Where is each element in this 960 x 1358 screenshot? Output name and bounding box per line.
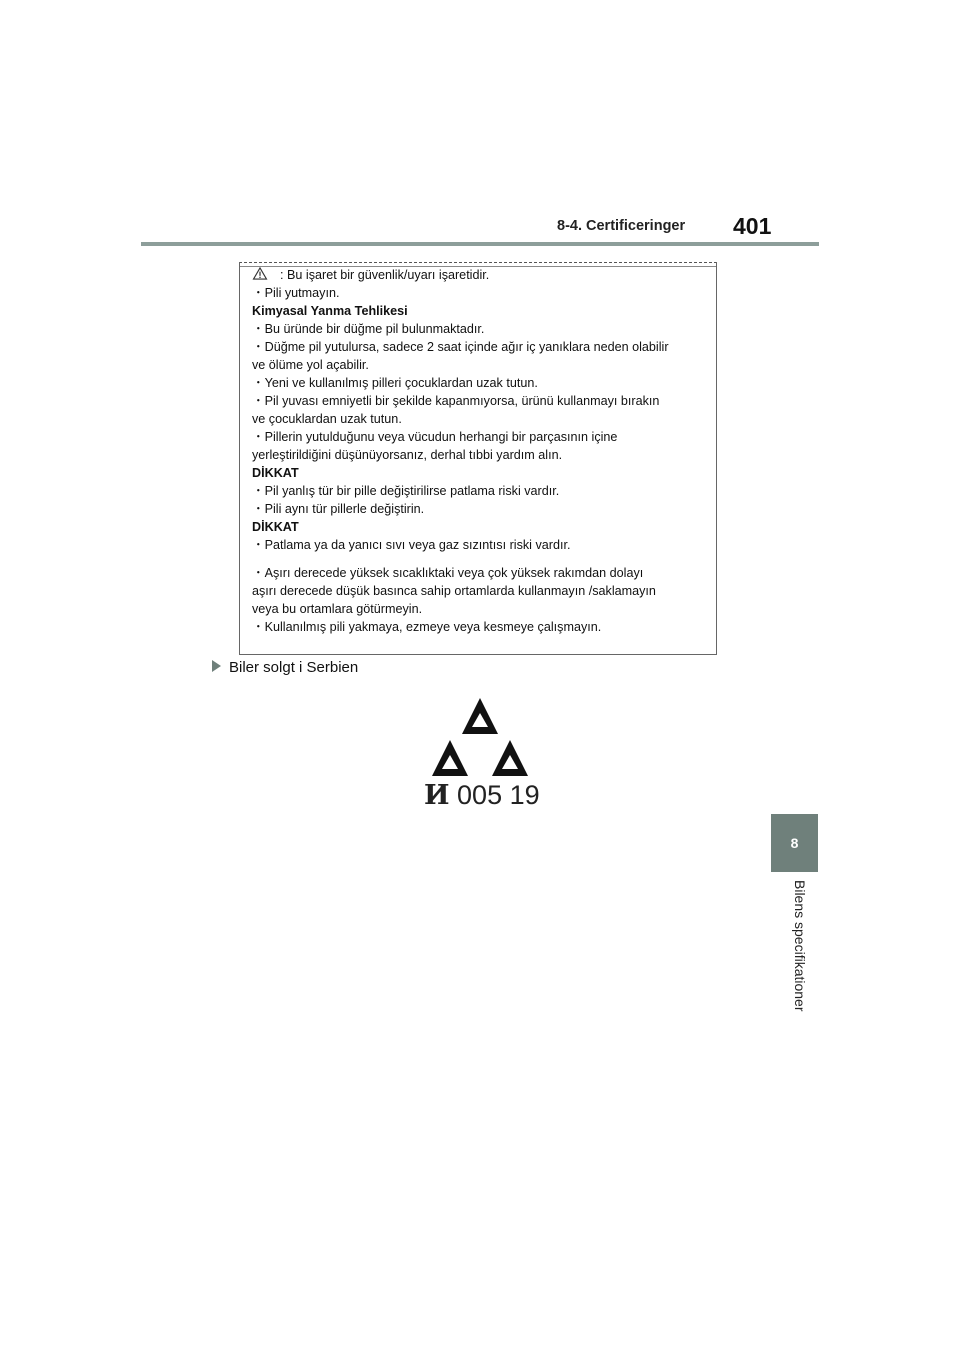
line-gap [252, 554, 712, 564]
box-border-left [239, 262, 240, 655]
mark-prefix: И [424, 780, 450, 811]
box-border-top [239, 262, 717, 263]
box-border-bottom [239, 654, 717, 655]
header-rule [141, 242, 819, 246]
serbian-conformity-triangles-icon [430, 696, 530, 781]
warning-line: ・Patlama ya da yanıcı sıvı veya gaz sızıntısı riski vardır. [252, 538, 571, 552]
warning-line: yerleştirildiğini düşünüyorsanız, derhal tıbbi yardım alın. [252, 448, 563, 462]
box-border-right [716, 262, 717, 655]
page-number: 401 [733, 213, 772, 239]
warning-line: aşırı derecede düşük basınca sahip ortamlarda kullanmayın /saklamayın [252, 584, 656, 598]
warning-line: ・Pili aynı tür pillerle değiştirin. [252, 502, 425, 516]
warning-line: ・Kullanılmış pili yakmaya, ezmeye veya kesmeye çalışmayın. [252, 620, 602, 634]
mark-number: 005 19 [457, 780, 540, 810]
warning-line: ・Bu üründe bir düğme pil bulunmaktadır. [252, 322, 485, 336]
warning-line: ・Pili yutmayın. [252, 286, 340, 300]
serbian-mark-code [424, 780, 540, 811]
caption [212, 659, 358, 676]
warning-triangle-icon [252, 267, 268, 280]
triangle-bullet-icon [212, 660, 221, 672]
chapter-label: Bilens specifikationer [792, 880, 808, 1012]
warning-heading: DİKKAT [252, 520, 299, 534]
warning-text [252, 266, 712, 636]
warning-line: ・Pil yanlış tür bir pille değiştirilirse patlama riski vardır. [252, 484, 560, 498]
warning-line: ・Pil yuvası emniyetli bir şekilde kapanmıyorsa, ürünü kullanmayı bırakın [252, 394, 660, 408]
warning-heading: Kimyasal Yanma Tehlikesi [252, 304, 408, 318]
warning-line: veya bu ortamlara götürmeyin. [252, 602, 423, 616]
warning-line: ・Aşırı derecede yüksek sıcaklıktaki veya çok yüksek rakımdan dolayı [252, 566, 644, 580]
caption-text: Biler solgt i Serbien [229, 659, 359, 676]
chapter-tab [771, 814, 818, 872]
section-title: 8-4. Certificeringer [557, 218, 686, 234]
chapter-number: 8 [790, 835, 799, 851]
warning-line: ・Pillerin yutulduğunu veya vücudun herhangi bir parçasının içine [252, 430, 618, 444]
warning-line: ・Düğme pil yutulursa, sadece 2 saat içinde ağır iç yanıklara neden olabilir [252, 340, 669, 354]
warning-line: : Bu işaret bir güvenlik/uyarı işaretidir. [252, 266, 712, 284]
warning-line: ve çocuklardan uzak tutun. [252, 412, 402, 426]
warning-heading: DİKKAT [252, 466, 299, 480]
warning-line: ve ölüme yol açabilir. [252, 358, 369, 372]
warning-line: ・Yeni ve kullanılmış pilleri çocuklardan uzak tutun. [252, 376, 538, 390]
